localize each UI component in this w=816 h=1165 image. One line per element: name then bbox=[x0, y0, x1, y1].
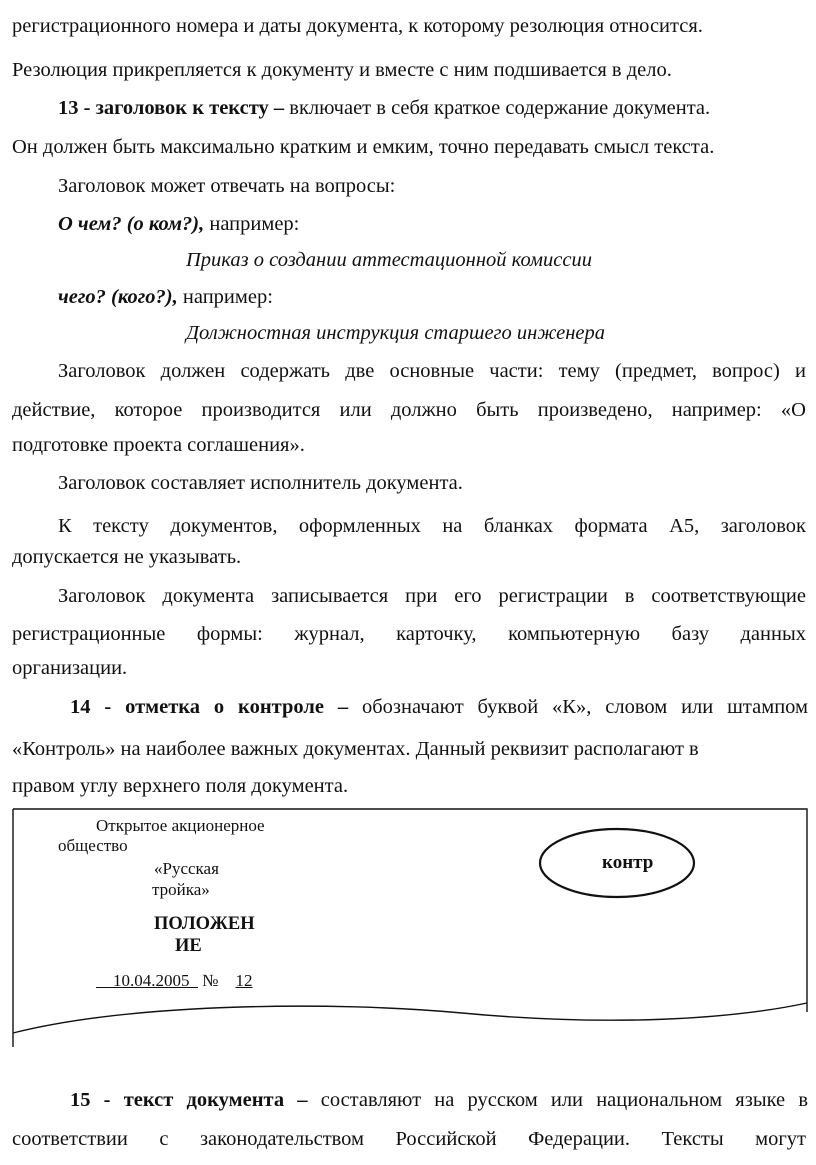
section-13-heading-line bbox=[58, 96, 806, 120]
text-line: организации. bbox=[12, 657, 128, 679]
text-span: включает в себя краткое содержание документа. bbox=[284, 97, 711, 119]
section-15-term: 15 - текст документа – bbox=[70, 1089, 308, 1111]
document-type-line-1: ПОЛОЖЕН bbox=[154, 914, 255, 934]
text-span: обозначают буквой «К», словом или штампом bbox=[348, 696, 808, 718]
organization-line-1: Открытое акционерное bbox=[96, 816, 265, 835]
date-field bbox=[96, 971, 198, 990]
text-span: составляют на русском или национальном языке в bbox=[307, 1089, 809, 1111]
question-1-label: О чем? (о ком?), bbox=[58, 213, 205, 235]
text-span: например: bbox=[177, 286, 273, 308]
text-line: подготовке проекта соглашения». bbox=[12, 434, 305, 456]
example-2-text: Должностная инструкция старшего инженера bbox=[186, 322, 606, 344]
text-line: Заголовок составляет исполнитель документа. bbox=[58, 472, 463, 494]
text-line: Заголовок документа записывается при его регистрации в соответствующие bbox=[58, 585, 806, 607]
organization-line-3: «Русская bbox=[154, 859, 219, 878]
section-15-heading-line bbox=[70, 1088, 808, 1112]
question-2-label: чего? (кого?), bbox=[58, 286, 178, 308]
number-sign: № bbox=[202, 971, 219, 990]
text-line: Он должен быть максимально кратким и емким, точно передавать смысл текста. bbox=[12, 136, 715, 158]
text-line: Заголовок может отвечать на вопросы: bbox=[58, 175, 396, 197]
text-line: К текстy документов, оформленных на бланках формата А5, заголовок bbox=[58, 515, 806, 537]
text-line: регистрационного номера и даты документа, к которому резолюция относится. bbox=[12, 15, 703, 37]
text-line: соответствии с законодательством Российской Федерации. Тексты могут bbox=[12, 1128, 806, 1150]
section-13-term: 13 - заголовок к тексту – bbox=[58, 97, 285, 119]
date-number-line bbox=[96, 970, 252, 991]
text-line: Заголовок должен содержать две основные части: тему (предмет, вопрос) и bbox=[58, 360, 806, 382]
example-1-text: Приказ о создании аттестационной комиссии bbox=[186, 249, 592, 271]
organization-line-4: тройка» bbox=[152, 880, 210, 899]
organization-line-2: общество bbox=[58, 836, 128, 855]
question-1-line bbox=[58, 212, 806, 236]
document-blank-figure bbox=[12, 807, 808, 1055]
text-span: например: bbox=[204, 213, 300, 235]
text-line: регистрационные формы: журнал, карточку, компьютерную базу данных bbox=[12, 623, 806, 645]
text-line: «Контроль» на наиболее важных документах. Данный реквизит располагают в bbox=[12, 738, 699, 760]
section-14-heading-line bbox=[70, 695, 808, 719]
section-14-term: 14 - отметка о контроле – bbox=[70, 696, 349, 718]
blank-outline bbox=[12, 807, 808, 1055]
example-2 bbox=[186, 321, 786, 345]
question-2-line bbox=[58, 285, 806, 309]
text-line: допускается не указывать. bbox=[12, 546, 242, 568]
control-stamp-text: контр bbox=[602, 852, 654, 873]
date-value: 10.04.2005 bbox=[113, 971, 190, 990]
text-line: Резолюция прикрепляется к документу и вместе с ним подшивается в дело. bbox=[12, 59, 672, 81]
document-type-line-2: ИЕ bbox=[175, 936, 202, 956]
text-line: действие, которое производится или должно быть произведено, например: «О bbox=[12, 399, 806, 421]
example-1 bbox=[186, 248, 786, 272]
text-line: правом углу верхнего поля документа. bbox=[12, 775, 349, 797]
number-value: 12 bbox=[235, 971, 253, 990]
